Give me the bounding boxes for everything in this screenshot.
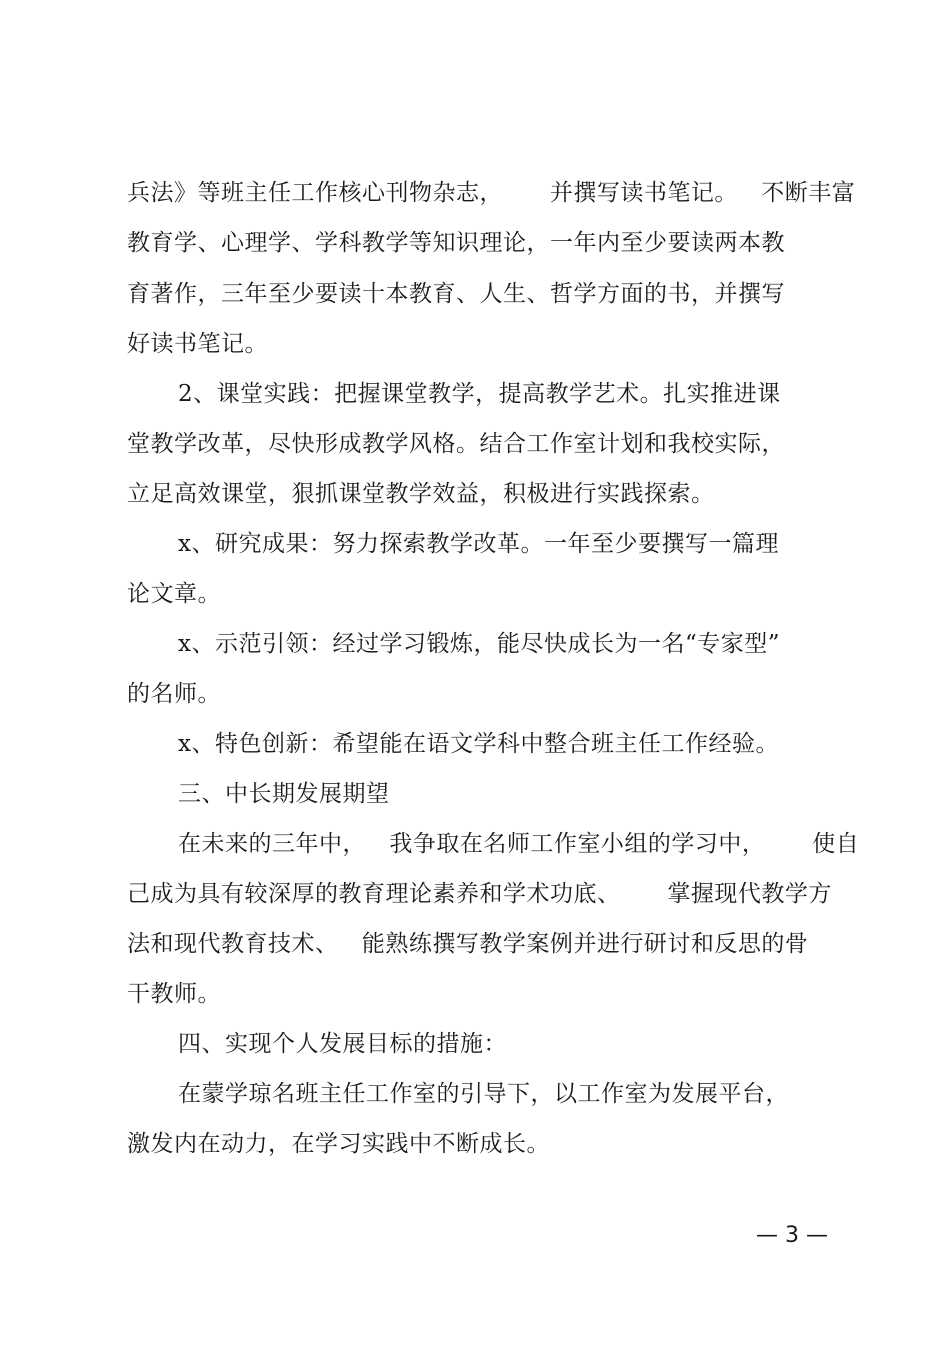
text-line: 己成为具有较深厚的教育理论素养和学术功底、 掌握现代教学方 bbox=[127, 881, 832, 907]
text-line: 堂教学改革，尽快形成教学风格。结合工作室计划和我校实际， bbox=[127, 431, 785, 457]
text-line: 兵法》等班主任工作核心刊物杂志， 并撰写读书笔记。 不断丰富 bbox=[127, 180, 856, 206]
text-line: 激发内在动力，在学习实践中不断成长。 bbox=[127, 1131, 550, 1157]
text-line: 干教师。 bbox=[127, 981, 221, 1007]
text-line: 教育学、心理学、学科教学等知识理论，一年内至少要读两本教 bbox=[127, 230, 785, 256]
text-line: 在未来的三年中， 我争取在名师工作室小组的学习中， 使自 bbox=[178, 831, 860, 857]
text-line: 立足高效课堂，狠抓课堂教学效益，积极进行实践探索。 bbox=[127, 481, 715, 507]
text-line: x、特色创新：希望能在语文学科中整合班主任工作经验。 bbox=[178, 731, 779, 757]
text-line: x、研究成果：努力探索教学改革。一年至少要撰写一篇理 bbox=[178, 531, 779, 557]
text-line: 在蒙学琼名班主任工作室的引导下，以工作室为发展平台， bbox=[178, 1081, 789, 1107]
text-line: 的名师。 bbox=[127, 681, 221, 707]
section-heading: 三、中长期发展期望 bbox=[178, 781, 390, 807]
text-line: 好读书笔记。 bbox=[127, 331, 268, 357]
text-line: 法和现代教育技术、 能熟练撰写教学案例并进行研讨和反思的骨 bbox=[127, 931, 809, 957]
page-number: — 3 — bbox=[756, 1223, 828, 1248]
text-line: 育著作，三年至少要读十本教育、人生、哲学方面的书，并撰写 bbox=[127, 281, 785, 307]
text-line: 论文章。 bbox=[127, 581, 221, 607]
text-line: 2、课堂实践：把握课堂教学，提高教学艺术。扎实推进课 bbox=[178, 381, 781, 407]
text-line: x、示范引领：经过学习锻炼，能尽快成长为一名“专家型” bbox=[178, 631, 780, 657]
section-heading: 四、实现个人发展目标的措施： bbox=[178, 1031, 507, 1057]
